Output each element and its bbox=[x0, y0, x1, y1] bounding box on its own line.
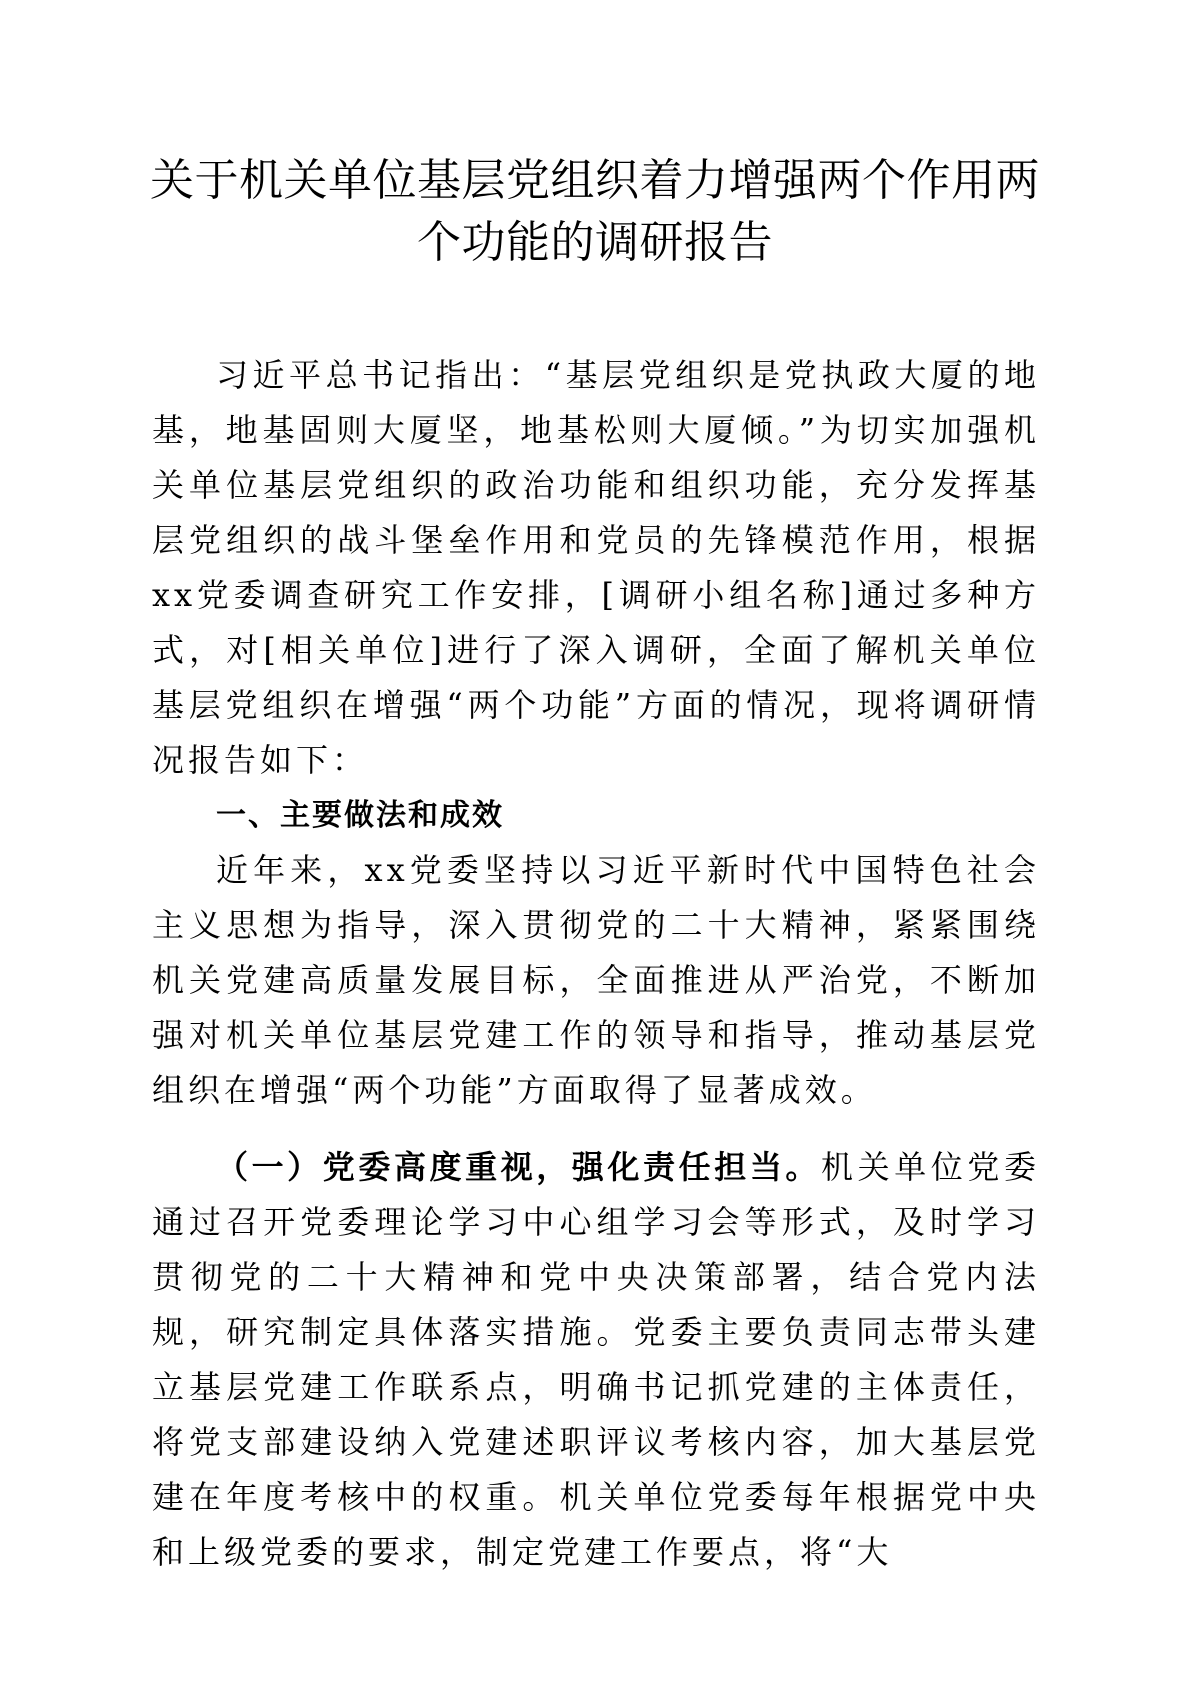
subsection-1-lead: （一）党委高度重视，强化责任担当。 bbox=[216, 1148, 822, 1186]
document-title bbox=[140, 150, 1050, 274]
title-line-2: 个功能的调研报告 bbox=[417, 217, 773, 268]
section-heading-1: 一、主要做法和成效 bbox=[216, 798, 504, 833]
title-line-1: 关于机关单位基层党组织着力增强两个作用两 bbox=[150, 155, 1040, 206]
document-body bbox=[152, 348, 1040, 1580]
subsection-1-text: 机关单位党委通过召开党委理论学习中心组学习会等形式，及时学习贯彻党的二十大精神和党中央决策部署，结合党内法规，研究制定具体落实措施。党委主要负责同志带头建立基层党建工作联系点，明确书记抓党建的主体责任，将党支部建设纳入党建述职评议考核内容，加大基层党建在年度考核中的权重。机关单位党委每年根据党中央和上级党委的要求，制定党建工作要点，将“大 bbox=[152, 1148, 1040, 1571]
intro-paragraph: 习近平总书记指出：“基层党组织是党执政大厦的地基，地基固则大厦坚，地基松则大厦倾。”为切实加强机关单位基层党组织的政治功能和组织功能，充分发挥基层党组织的战斗堡垒作用和党员的先锋模范作用，根据xx党委调查研究工作安排，[调研小组名称]通过多种方式，对[相关单位]进行了深入调研，全面了解机关单位基层党组织在增强“两个功能”方面的情况，现将调研情况报告如下： bbox=[152, 356, 1040, 779]
section-1-paragraph: 近年来，xx党委坚持以习近平新时代中国特色社会主义思想为指导，深入贯彻党的二十大精神，紧紧围绕机关党建高质量发展目标，全面推进从严治党，不断加强对机关单位基层党建工作的领导和指导，推动基层党组织在增强“两个功能”方面取得了显著成效。 bbox=[152, 851, 1040, 1109]
subsection-1-paragraph bbox=[152, 1140, 1040, 1580]
